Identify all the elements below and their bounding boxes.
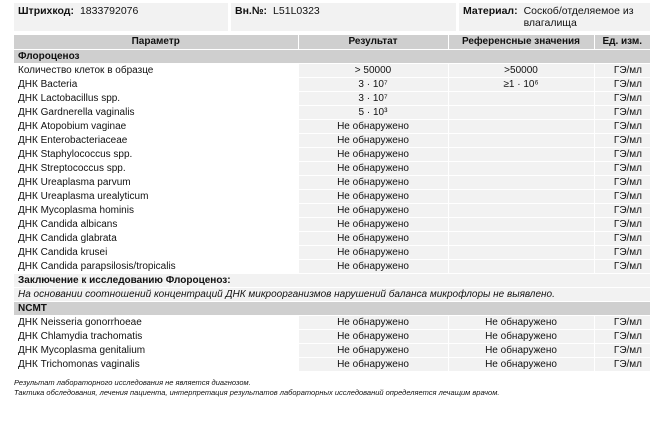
section-header	[14, 302, 650, 316]
result-value: > 50000	[298, 64, 448, 78]
reference-value	[448, 106, 594, 120]
unit-value: ГЭ/мл	[594, 190, 650, 204]
param-name: ДНК Chlamydia trachomatis	[14, 330, 298, 344]
conclusion-text: На основании соотношений концентраций ДНК микроорганизмов нарушений баланса микрофлоры не выявлено.	[14, 288, 650, 302]
result-value: Не обнаружено	[298, 344, 448, 358]
report-header	[14, 3, 650, 31]
footer-note: Тактика обследования, лечения пациента, интерпретация результатов лабораторных исследований определяется лечащим врачом.	[14, 388, 500, 397]
reference-value: ≥1 · 10⁶	[448, 78, 594, 92]
unit-value: ГЭ/мл	[594, 218, 650, 232]
table-row	[14, 232, 650, 246]
table-row	[14, 176, 650, 190]
unit-value: ГЭ/мл	[594, 64, 650, 78]
result-value: Не обнаружено	[298, 232, 448, 246]
column-header-result: Результат	[298, 35, 448, 50]
column-header-param: Параметр	[14, 35, 298, 50]
param-name: ДНК Mycoplasma genitalium	[14, 344, 298, 358]
param-name: ДНК Enterobacteriaceae	[14, 134, 298, 148]
column-header-unit: Ед. изм.	[594, 35, 650, 50]
result-value: Не обнаружено	[298, 246, 448, 260]
barcode-label: Штрихкод:	[18, 5, 74, 17]
reference-value: >50000	[448, 64, 594, 78]
column-header-reference: Референсные значения	[448, 35, 594, 50]
conclusion-row	[14, 274, 650, 288]
result-value: 3 · 10⁷	[298, 92, 448, 106]
footer-disclaimer: Результат лабораторного исследования не является диагнозом.	[14, 378, 251, 387]
reference-value	[448, 134, 594, 148]
reference-value	[448, 204, 594, 218]
param-name: ДНК Mycoplasma hominis	[14, 204, 298, 218]
reference-value	[448, 120, 594, 134]
param-name: ДНК Gardnerella vaginalis	[14, 106, 298, 120]
table-row	[14, 134, 650, 148]
table-row	[14, 148, 650, 162]
unit-value: ГЭ/мл	[594, 134, 650, 148]
result-value: Не обнаружено	[298, 134, 448, 148]
table-row	[14, 344, 650, 358]
reference-value	[448, 232, 594, 246]
result-value: Не обнаружено	[298, 358, 448, 372]
reference-value: Не обнаружено	[448, 316, 594, 330]
param-name: ДНК Streptococcus spp.	[14, 162, 298, 176]
param-name: ДНК Candida krusei	[14, 246, 298, 260]
reference-value	[448, 218, 594, 232]
table-row	[14, 204, 650, 218]
reference-value: Не обнаружено	[448, 358, 594, 372]
result-value: Не обнаружено	[298, 148, 448, 162]
reference-value: Не обнаружено	[448, 344, 594, 358]
reference-value	[448, 92, 594, 106]
unit-value: ГЭ/мл	[594, 246, 650, 260]
reference-value	[448, 176, 594, 190]
param-name: ДНК Atopobium vaginae	[14, 120, 298, 134]
table-row	[14, 330, 650, 344]
reference-value	[448, 190, 594, 204]
unit-value: ГЭ/мл	[594, 78, 650, 92]
param-name: ДНК Candida parapsilosis/tropicalis	[14, 260, 298, 274]
report-footer	[14, 378, 650, 398]
unit-value: ГЭ/мл	[594, 92, 650, 106]
table-row	[14, 218, 650, 232]
section-header	[14, 50, 650, 64]
barcode-value: 1833792076	[79, 5, 139, 17]
unit-value: ГЭ/мл	[594, 204, 650, 218]
result-value: 5 · 10³	[298, 106, 448, 120]
param-name: ДНК Ureaplasma urealyticum	[14, 190, 298, 204]
unit-value: ГЭ/мл	[594, 358, 650, 372]
table-row	[14, 246, 650, 260]
table-row	[14, 106, 650, 120]
unit-value: ГЭ/мл	[594, 330, 650, 344]
material-label: Материал:	[463, 5, 518, 17]
table-row	[14, 316, 650, 330]
unit-value: ГЭ/мл	[594, 344, 650, 358]
param-name: Количество клеток в образце	[14, 64, 298, 78]
material-cell	[459, 3, 650, 31]
results-table	[14, 35, 650, 372]
table-row	[14, 120, 650, 134]
param-name: ДНК Candida glabrata	[14, 232, 298, 246]
reference-value	[448, 260, 594, 274]
param-name: ДНК Lactobacillus spp.	[14, 92, 298, 106]
barcode-cell	[14, 3, 228, 31]
conclusion-row	[14, 288, 650, 302]
material-value: Соскоб/отделяемое из влагалища	[523, 5, 634, 29]
reference-value	[448, 148, 594, 162]
result-value: Не обнаружено	[298, 176, 448, 190]
table-row	[14, 64, 650, 78]
param-name: ДНК Bacteria	[14, 78, 298, 92]
table-row	[14, 162, 650, 176]
unit-value: ГЭ/мл	[594, 148, 650, 162]
table-row	[14, 190, 650, 204]
table-row	[14, 358, 650, 372]
unit-value: ГЭ/мл	[594, 232, 650, 246]
table-row	[14, 78, 650, 92]
result-value: Не обнаружено	[298, 316, 448, 330]
lab-report	[14, 3, 650, 398]
table-row	[14, 260, 650, 274]
result-value: Не обнаружено	[298, 204, 448, 218]
reference-value	[448, 162, 594, 176]
unit-value: ГЭ/мл	[594, 176, 650, 190]
result-value: Не обнаружено	[298, 218, 448, 232]
unit-value: ГЭ/мл	[594, 260, 650, 274]
unit-value: ГЭ/мл	[594, 162, 650, 176]
result-value: Не обнаружено	[298, 162, 448, 176]
unit-value: ГЭ/мл	[594, 120, 650, 134]
param-name: ДНК Staphylococcus spp.	[14, 148, 298, 162]
unit-value: ГЭ/мл	[594, 106, 650, 120]
internal-number-cell	[231, 3, 456, 31]
result-value: 3 · 10⁷	[298, 78, 448, 92]
param-name: ДНК Candida albicans	[14, 218, 298, 232]
param-name: ДНК Trichomonas vaginalis	[14, 358, 298, 372]
conclusion-title: Заключение к исследованию Флороценоз:	[14, 274, 650, 288]
result-value: Не обнаружено	[298, 260, 448, 274]
reference-value	[448, 246, 594, 260]
param-name: ДНК Neisseria gonorrhoeae	[14, 316, 298, 330]
unit-value: ГЭ/мл	[594, 316, 650, 330]
result-value: Не обнаружено	[298, 190, 448, 204]
section-title: NCMT	[14, 302, 650, 316]
param-name: ДНК Ureaplasma parvum	[14, 176, 298, 190]
internal-number-label: Вн.№:	[235, 5, 268, 17]
reference-value: Не обнаружено	[448, 330, 594, 344]
result-value: Не обнаружено	[298, 120, 448, 134]
internal-number-value: L51L0323	[273, 5, 320, 17]
result-value: Не обнаружено	[298, 330, 448, 344]
section-title: Флороценоз	[14, 50, 650, 64]
table-row	[14, 92, 650, 106]
table-header-row	[14, 35, 650, 50]
